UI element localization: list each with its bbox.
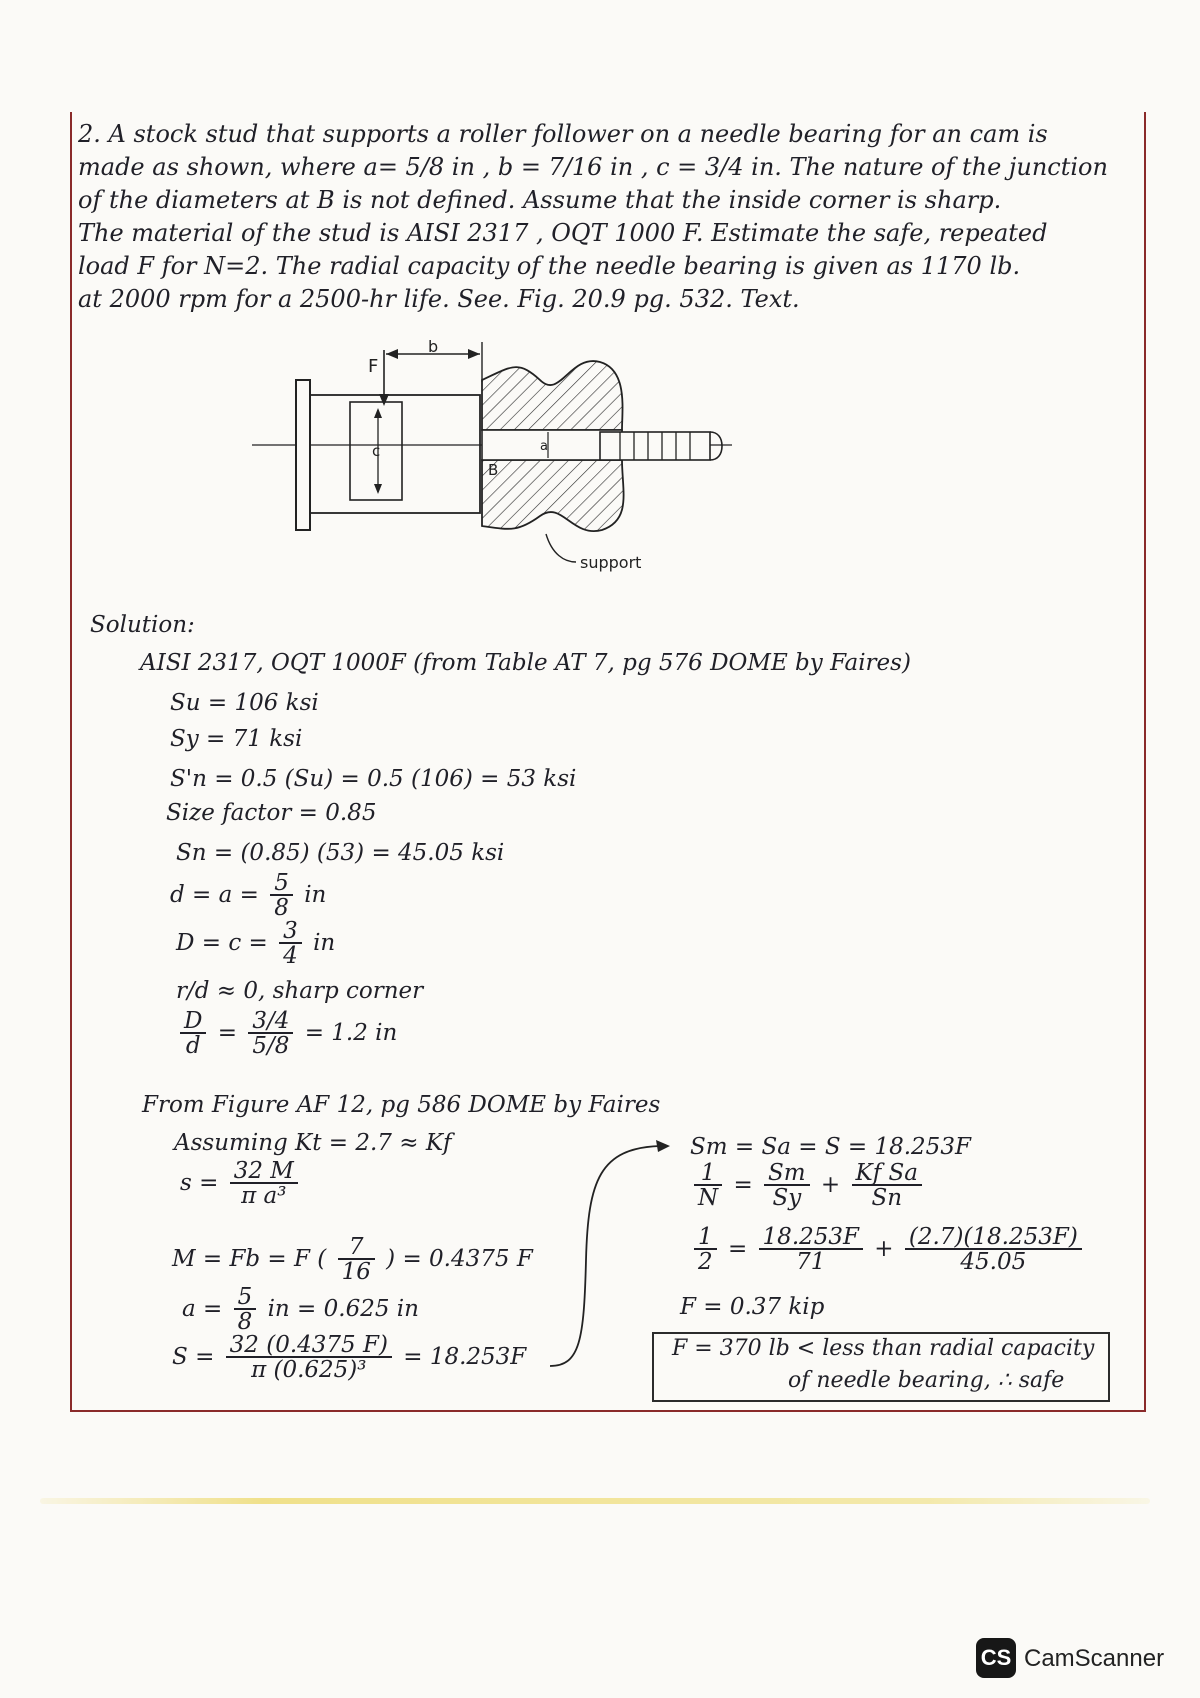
s-num: 32 M [230,1160,298,1184]
eq1-t2-num: Kf Sa [852,1162,922,1186]
f-kip-line: F = 0.37 kip [680,1294,825,1320]
d-den: 8 [274,895,289,921]
eq1-t1-den: Sy [772,1185,802,1211]
eq1-lhs-den: N [698,1185,719,1211]
D-fraction [279,920,302,968]
c-arrow-top [374,408,382,418]
fatigue-equation [690,1162,926,1210]
D-num: 3 [279,920,302,944]
s2-den: π (0.625)³ [251,1357,367,1383]
s2-equation [172,1334,526,1382]
a-num: 5 [234,1286,257,1310]
a-fraction [234,1286,257,1334]
D-unit: in [313,930,336,956]
problem-line: at 2000 rpm for a 2500-hr life. See. Fig. 20.9 pg. 532. Text. [78,285,800,313]
su-line: Su = 106 ksi [170,690,319,716]
label-f: F [368,356,379,377]
result-line-1: F = 370 lb < less than radial capacity [672,1336,1095,1361]
label-B: B [488,461,499,479]
ratio-fraction [248,1010,293,1058]
b-arrow-right [468,349,480,359]
d-num: 5 [270,872,293,896]
s-den: π a³ [241,1183,287,1209]
m-lhs: M = Fb = F ( [172,1246,327,1272]
s-lhs: s = [180,1170,219,1196]
sy-line: Sy = 71 ksi [170,726,303,752]
result-line-2: of needle bearing, ∴ safe [788,1368,1065,1393]
stud-diagram [250,340,770,620]
eq1-t2-den: Sn [871,1185,903,1211]
threaded-end [600,432,710,460]
eq2-t2-fraction [905,1226,1082,1274]
D-lhs: D = c = [176,930,268,956]
D-equation [176,920,335,968]
eq2-lhs-num: 1 [694,1226,717,1250]
eq2-lhs-den: 2 [698,1249,713,1275]
stud-tip [710,432,722,460]
sn-line: Sn = (0.85) (53) = 45.05 ksi [176,840,505,866]
ratio-eq: = [217,1020,238,1046]
m-den: 16 [341,1259,371,1285]
eq2-t1-den: 71 [796,1249,826,1275]
ratio-num: 3/4 [248,1010,293,1034]
problem-line: 2. A stock stud that supports a roller follower on a needle bearing for an cam is [78,120,1048,148]
eq1-lhs-fraction [694,1162,722,1210]
problem-line: The material of the stud is AISI 2317 , OQT 1000 F. Estimate the safe, repeated [78,219,1048,247]
eq2-t2-num: (2.7)(18.253F) [905,1226,1082,1250]
sm-line: Sm = Sa = S = 18.253F [690,1134,971,1160]
eq1-t1-num: Sm [764,1162,810,1186]
ratio-result: = 1.2 in [304,1020,398,1046]
a-rhs: in = 0.625 in [267,1296,419,1322]
s-equation [180,1160,302,1208]
ratio-lhs-fraction [180,1010,206,1058]
s2-lhs: S = [172,1344,215,1370]
d-unit: in [304,882,327,908]
solution-heading: Solution: [90,612,195,638]
problem-line: made as shown, where a= 5/8 in , b = 7/16 in , c = 3/4 in. The nature of the junction [78,153,1108,181]
eq2-plus: + [874,1236,894,1262]
s2-num: 32 (0.4375 F) [226,1334,392,1358]
camscanner-name: CamScanner [1024,1645,1165,1672]
eq2-eq: = [727,1236,748,1262]
eq2-t1-fraction [759,1226,863,1274]
eq1-plus: + [820,1172,841,1198]
problem-line: load F for N=2. The radial capacity of the needle bearing is given as 1170 lb. [78,252,1021,280]
ratio-lhs-den: d [185,1033,201,1059]
a-den: 8 [237,1309,253,1335]
b-arrow-left [386,349,398,359]
eq1-t1-fraction [764,1162,810,1210]
material-line: AISI 2317, OQT 1000F (from Table AT 7, pg 576 DOME by Faires) [140,650,911,676]
eq1-t2-fraction [852,1162,922,1210]
r-over-d-line: r/d ≈ 0, sharp corner [176,978,424,1004]
d-equation [170,872,326,920]
d-fraction [270,872,293,920]
ratio-equation [176,1010,397,1058]
ratio-den: 5/8 [252,1033,290,1059]
s2-rhs: = 18.253F [403,1344,527,1370]
eq2-t1-num: 18.253F [759,1226,863,1250]
ratio-lhs-num: D [180,1010,206,1034]
a-lhs: a = [182,1296,223,1322]
eq1-lhs-num: 1 [694,1162,722,1186]
c-arrow-bottom [374,484,382,494]
roller-body [310,395,480,513]
m-fraction [338,1236,375,1284]
support-leader [546,534,576,562]
problem-statement [78,118,1108,316]
sn-prime-line: S'n = 0.5 (Su) = 0.5 (106) = 53 ksi [170,766,577,792]
highlighter-stroke [40,1498,1150,1504]
label-support: support [580,553,642,572]
eq2-lhs-fraction [694,1226,717,1274]
problem-line: of the diameters at B is not defined. Assume that the inside corner is sharp. [78,186,1002,214]
m-rhs: ) = 0.4375 F [386,1246,533,1272]
support-hatched [482,361,623,430]
size-factor-line: Size factor = 0.85 [166,800,377,826]
eq1-eq: = [733,1172,753,1198]
label-b: b [428,340,439,356]
support-hatched-lower [482,460,624,531]
s-fraction [230,1160,298,1208]
label-c: c [372,442,381,460]
d-lhs: d = a = [170,882,259,908]
s2-fraction [226,1334,392,1382]
from-figure-line: From Figure AF 12, pg 586 DOME by Faires [142,1092,661,1118]
D-den: 4 [283,943,298,969]
eq2-t2-den: 45.05 [960,1249,1027,1275]
camscanner-logo-icon: CS [976,1638,1016,1678]
roller-flange [296,380,310,530]
substituted-equation [690,1226,1086,1274]
label-a: a [540,439,548,454]
a-equation [182,1286,419,1334]
m-equation [172,1236,533,1284]
m-num: 7 [338,1236,375,1260]
assuming-line: Assuming Kt = 2.7 ≈ Kf [174,1130,452,1156]
